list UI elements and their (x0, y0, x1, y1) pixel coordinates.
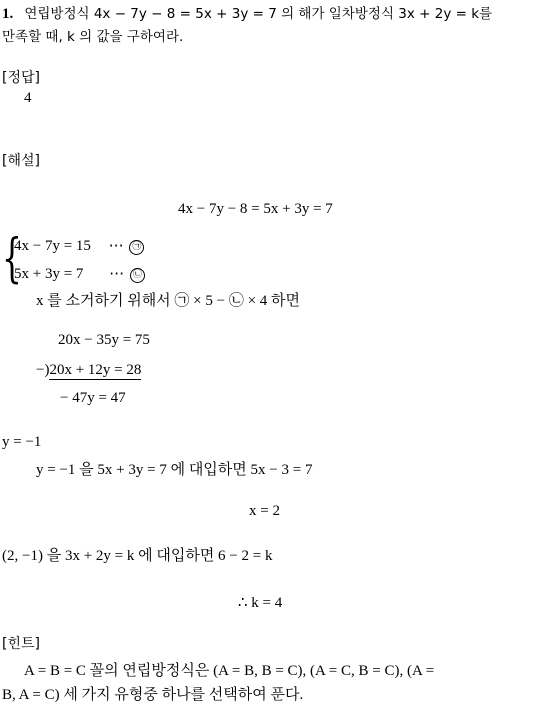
calc-line-2 (36, 362, 141, 379)
system-eq-2: 5x + 3y = 7 (14, 266, 84, 282)
hint-line-2: B, A = C) 세 가지 유형중 하나를 선택하여 푼다. (2, 687, 304, 703)
calc-result: − 47y = 47 (60, 390, 126, 406)
question-text-line-2: 만족할 때, k 의 값을 구하여라. (2, 29, 184, 45)
answer-label: [정답] (2, 70, 40, 86)
circled-mark-2: ㉡ (130, 268, 145, 283)
substitution-2-text: (2, −1) 을 3x + 2y = k 에 대입하면 6 − 2 = k (2, 548, 273, 564)
system-brace: { (2, 229, 22, 289)
calc-line-1: 20x − 35y = 75 (58, 332, 150, 348)
system-eq-1: 4x − 7y = 15 (14, 238, 91, 254)
calc-subtrahend: 20x + 12y = 28 (49, 362, 142, 378)
substitution-text: y = −1 을 5x + 3y = 7 에 대입하면 5x − 3 = 7 (36, 462, 313, 478)
question-text-line-1: 연립방정식 4x − 7y − 8 = 5x + 3y = 7 의 해가 일차방정식 3x + 2y = k를 (24, 6, 493, 22)
system-dots-2: ⋯ (109, 266, 125, 282)
question-line-1 (2, 2, 492, 23)
y-value: y = −1 (2, 434, 42, 450)
question-number: 1. (2, 6, 14, 22)
hint-label: [힌트] (2, 636, 40, 652)
system-dots-1: ⋯ (108, 238, 124, 254)
circled-mark-1: ㉠ (129, 240, 144, 255)
x-value: x = 2 (249, 503, 280, 519)
system-equation-1 (14, 236, 146, 255)
solution-label: [해설] (2, 153, 40, 169)
main-equation: 4x − 7y − 8 = 5x + 3y = 7 (178, 201, 333, 217)
system-equation-2 (14, 264, 147, 283)
answer-value: 4 (24, 90, 32, 106)
calc-minus: −) (36, 362, 50, 378)
elimination-text: x 를 소거하기 위해서 ㉠ × 5 − ㉡ × 4 하면 (36, 293, 301, 309)
conclusion: ∴ k = 4 (238, 595, 283, 611)
hint-line-1: A = B = C 꼴의 연립방정식은 (A = B, B = C), (A = C, B = C), (A = (24, 663, 435, 679)
